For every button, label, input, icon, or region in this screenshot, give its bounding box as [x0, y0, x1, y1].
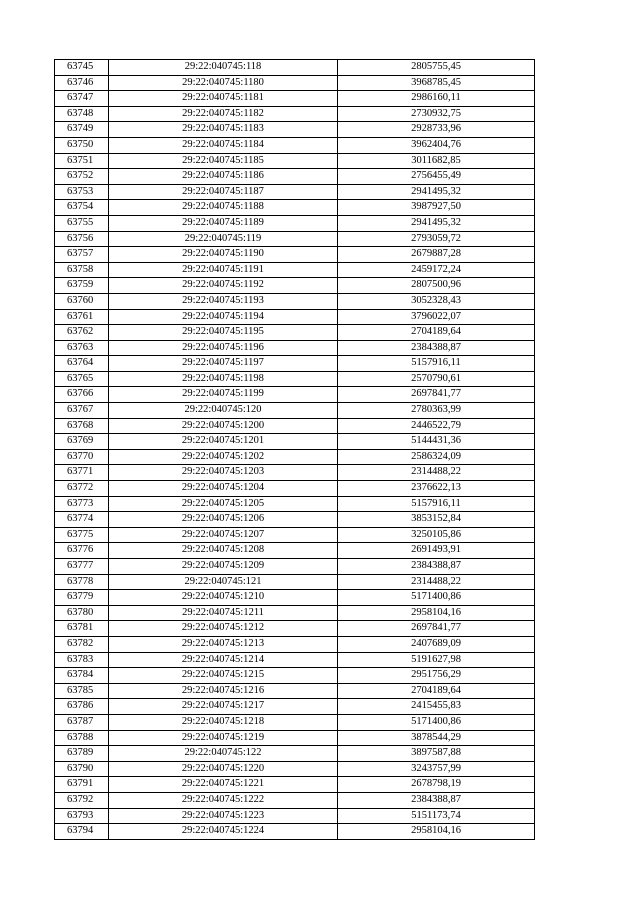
cadastral-number-cell: 29:22:040745:1207	[109, 527, 338, 543]
cadastral-number-cell: 29:22:040745:119	[109, 231, 338, 247]
cadastral-number-cell: 29:22:040745:1221	[109, 777, 338, 793]
row-number-cell: 63749	[55, 122, 109, 138]
table-row	[55, 746, 535, 762]
cadastral-number-cell: 29:22:040745:1211	[109, 605, 338, 621]
cadastral-number-cell: 29:22:040745:1185	[109, 153, 338, 169]
table-row	[55, 293, 535, 309]
cadastral-number-cell: 29:22:040745:1191	[109, 262, 338, 278]
row-number-cell: 63747	[55, 91, 109, 107]
cadastral-number-cell: 29:22:040745:120	[109, 403, 338, 419]
value-cell: 2986160,11	[338, 91, 535, 107]
cadastral-number-cell: 29:22:040745:1183	[109, 122, 338, 138]
cadastral-number-cell: 29:22:040745:1198	[109, 371, 338, 387]
value-cell: 2697841,77	[338, 387, 535, 403]
table-row	[55, 122, 535, 138]
cadastral-number-cell: 29:22:040745:1192	[109, 278, 338, 294]
table-body	[55, 60, 535, 840]
cadastral-value-table	[54, 59, 535, 840]
row-number-cell: 63758	[55, 262, 109, 278]
cadastral-number-cell: 29:22:040745:1209	[109, 559, 338, 575]
row-number-cell: 63777	[55, 559, 109, 575]
value-cell: 2807500,96	[338, 278, 535, 294]
value-cell: 2941495,32	[338, 184, 535, 200]
row-number-cell: 63789	[55, 746, 109, 762]
table-row	[55, 559, 535, 575]
table-row	[55, 605, 535, 621]
value-cell: 2730932,75	[338, 106, 535, 122]
row-number-cell: 63780	[55, 605, 109, 621]
value-cell: 2941495,32	[338, 215, 535, 231]
value-cell: 3962404,76	[338, 137, 535, 153]
value-cell: 5191627,98	[338, 652, 535, 668]
row-number-cell: 63771	[55, 465, 109, 481]
cadastral-number-cell: 29:22:040745:1208	[109, 543, 338, 559]
cadastral-number-cell: 29:22:040745:1217	[109, 699, 338, 715]
value-cell: 2678798,19	[338, 777, 535, 793]
cadastral-number-cell: 29:22:040745:1194	[109, 309, 338, 325]
row-number-cell: 63772	[55, 481, 109, 497]
value-cell: 2805755,45	[338, 60, 535, 76]
value-cell: 3011682,85	[338, 153, 535, 169]
table-row	[55, 761, 535, 777]
value-cell: 3052328,43	[338, 293, 535, 309]
row-number-cell: 63750	[55, 137, 109, 153]
value-cell: 2704189,64	[338, 325, 535, 341]
value-cell: 2415455,83	[338, 699, 535, 715]
table-row	[55, 543, 535, 559]
value-cell: 5171400,86	[338, 714, 535, 730]
table-row	[55, 387, 535, 403]
row-number-cell: 63766	[55, 387, 109, 403]
cadastral-number-cell: 29:22:040745:1189	[109, 215, 338, 231]
value-cell: 2570790,61	[338, 371, 535, 387]
row-number-cell: 63757	[55, 247, 109, 263]
value-cell: 2384388,87	[338, 340, 535, 356]
value-cell: 2951756,29	[338, 668, 535, 684]
value-cell: 2384388,87	[338, 792, 535, 808]
table-row	[55, 465, 535, 481]
table-row	[55, 356, 535, 372]
table-row	[55, 699, 535, 715]
row-number-cell: 63792	[55, 792, 109, 808]
value-cell: 3853152,84	[338, 512, 535, 528]
table-row	[55, 621, 535, 637]
table-row	[55, 777, 535, 793]
row-number-cell: 63753	[55, 184, 109, 200]
cadastral-number-cell: 29:22:040745:1223	[109, 808, 338, 824]
table-row	[55, 184, 535, 200]
row-number-cell: 63774	[55, 512, 109, 528]
table-row	[55, 512, 535, 528]
value-cell: 2756455,49	[338, 169, 535, 185]
table-row	[55, 824, 535, 840]
cadastral-number-cell: 29:22:040745:1193	[109, 293, 338, 309]
table-row	[55, 215, 535, 231]
row-number-cell: 63762	[55, 325, 109, 341]
value-cell: 2958104,16	[338, 605, 535, 621]
cadastral-number-cell: 29:22:040745:1203	[109, 465, 338, 481]
table-row	[55, 714, 535, 730]
row-number-cell: 63763	[55, 340, 109, 356]
value-cell: 2691493,91	[338, 543, 535, 559]
row-number-cell: 63791	[55, 777, 109, 793]
table-row	[55, 137, 535, 153]
value-cell: 2704189,64	[338, 683, 535, 699]
value-cell: 2679887,28	[338, 247, 535, 263]
table-row	[55, 590, 535, 606]
cadastral-number-cell: 29:22:040745:1200	[109, 418, 338, 434]
value-cell: 5171400,86	[338, 590, 535, 606]
value-cell: 2314488,22	[338, 574, 535, 590]
table-row	[55, 636, 535, 652]
value-cell: 2958104,16	[338, 824, 535, 840]
table-row	[55, 340, 535, 356]
table-row	[55, 496, 535, 512]
value-cell: 5144431,36	[338, 434, 535, 450]
value-cell: 2384388,87	[338, 559, 535, 575]
cadastral-number-cell: 29:22:040745:1201	[109, 434, 338, 450]
cadastral-number-cell: 29:22:040745:1214	[109, 652, 338, 668]
table-row	[55, 418, 535, 434]
cadastral-number-cell: 29:22:040745:1215	[109, 668, 338, 684]
row-number-cell: 63773	[55, 496, 109, 512]
table-row	[55, 91, 535, 107]
cadastral-number-cell: 29:22:040745:1204	[109, 481, 338, 497]
value-cell: 2446522,79	[338, 418, 535, 434]
row-number-cell: 63779	[55, 590, 109, 606]
value-cell: 2376622,13	[338, 481, 535, 497]
table-row	[55, 449, 535, 465]
cadastral-number-cell: 29:22:040745:1187	[109, 184, 338, 200]
row-number-cell: 63760	[55, 293, 109, 309]
table-row	[55, 527, 535, 543]
value-cell: 2793059,72	[338, 231, 535, 247]
row-number-cell: 63752	[55, 169, 109, 185]
table-row	[55, 309, 535, 325]
row-number-cell: 63793	[55, 808, 109, 824]
value-cell: 2928733,96	[338, 122, 535, 138]
table-row	[55, 434, 535, 450]
cadastral-number-cell: 29:22:040745:1181	[109, 91, 338, 107]
table-row	[55, 200, 535, 216]
table-row	[55, 247, 535, 263]
cadastral-number-cell: 29:22:040745:1196	[109, 340, 338, 356]
table-row	[55, 278, 535, 294]
cadastral-number-cell: 29:22:040745:1218	[109, 714, 338, 730]
value-cell: 3243757,99	[338, 761, 535, 777]
row-number-cell: 63761	[55, 309, 109, 325]
row-number-cell: 63769	[55, 434, 109, 450]
table-row	[55, 403, 535, 419]
row-number-cell: 63782	[55, 636, 109, 652]
table-row	[55, 371, 535, 387]
row-number-cell: 63767	[55, 403, 109, 419]
row-number-cell: 63765	[55, 371, 109, 387]
cadastral-number-cell: 29:22:040745:1205	[109, 496, 338, 512]
cadastral-number-cell: 29:22:040745:1212	[109, 621, 338, 637]
cadastral-number-cell: 29:22:040745:1184	[109, 137, 338, 153]
value-cell: 5157916,11	[338, 356, 535, 372]
row-number-cell: 63755	[55, 215, 109, 231]
value-cell: 3796022,07	[338, 309, 535, 325]
value-cell: 2314488,22	[338, 465, 535, 481]
table-row	[55, 169, 535, 185]
cadastral-number-cell: 29:22:040745:1195	[109, 325, 338, 341]
cadastral-number-cell: 29:22:040745:1188	[109, 200, 338, 216]
row-number-cell: 63778	[55, 574, 109, 590]
cadastral-number-cell: 29:22:040745:1219	[109, 730, 338, 746]
value-cell: 3878544,29	[338, 730, 535, 746]
row-number-cell: 63784	[55, 668, 109, 684]
cadastral-number-cell: 29:22:040745:1182	[109, 106, 338, 122]
cadastral-number-cell: 29:22:040745:118	[109, 60, 338, 76]
row-number-cell: 63776	[55, 543, 109, 559]
table-row	[55, 153, 535, 169]
table-row	[55, 231, 535, 247]
table-row	[55, 75, 535, 91]
value-cell: 2407689,09	[338, 636, 535, 652]
cadastral-number-cell: 29:22:040745:1206	[109, 512, 338, 528]
value-cell: 2459172,24	[338, 262, 535, 278]
cadastral-number-cell: 29:22:040745:1210	[109, 590, 338, 606]
table-row	[55, 683, 535, 699]
row-number-cell: 63768	[55, 418, 109, 434]
row-number-cell: 63756	[55, 231, 109, 247]
row-number-cell: 63764	[55, 356, 109, 372]
value-cell: 3250105,86	[338, 527, 535, 543]
table-row	[55, 730, 535, 746]
table-row	[55, 652, 535, 668]
table-row	[55, 262, 535, 278]
cadastral-number-cell: 29:22:040745:121	[109, 574, 338, 590]
row-number-cell: 63781	[55, 621, 109, 637]
value-cell: 2697841,77	[338, 621, 535, 637]
cadastral-number-cell: 29:22:040745:1180	[109, 75, 338, 91]
cadastral-number-cell: 29:22:040745:1202	[109, 449, 338, 465]
row-number-cell: 63790	[55, 761, 109, 777]
cadastral-number-cell: 29:22:040745:1213	[109, 636, 338, 652]
row-number-cell: 63785	[55, 683, 109, 699]
row-number-cell: 63786	[55, 699, 109, 715]
table-row	[55, 60, 535, 76]
row-number-cell: 63748	[55, 106, 109, 122]
value-cell: 2586324,09	[338, 449, 535, 465]
row-number-cell: 63783	[55, 652, 109, 668]
table-row	[55, 106, 535, 122]
table-row	[55, 808, 535, 824]
value-cell: 2780363,99	[338, 403, 535, 419]
cadastral-number-cell: 29:22:040745:122	[109, 746, 338, 762]
cadastral-number-cell: 29:22:040745:1197	[109, 356, 338, 372]
row-number-cell: 63746	[55, 75, 109, 91]
cadastral-number-cell: 29:22:040745:1216	[109, 683, 338, 699]
row-number-cell: 63759	[55, 278, 109, 294]
cadastral-number-cell: 29:22:040745:1220	[109, 761, 338, 777]
row-number-cell: 63787	[55, 714, 109, 730]
table-row	[55, 325, 535, 341]
cadastral-number-cell: 29:22:040745:1224	[109, 824, 338, 840]
table-row	[55, 668, 535, 684]
value-cell: 5157916,11	[338, 496, 535, 512]
row-number-cell: 63794	[55, 824, 109, 840]
row-number-cell: 63745	[55, 60, 109, 76]
row-number-cell: 63770	[55, 449, 109, 465]
row-number-cell: 63788	[55, 730, 109, 746]
value-cell: 5151173,74	[338, 808, 535, 824]
value-cell: 3968785,45	[338, 75, 535, 91]
row-number-cell: 63775	[55, 527, 109, 543]
table-row	[55, 574, 535, 590]
table-row	[55, 792, 535, 808]
value-cell: 3897587,88	[338, 746, 535, 762]
cadastral-number-cell: 29:22:040745:1199	[109, 387, 338, 403]
value-cell: 3987927,50	[338, 200, 535, 216]
cadastral-number-cell: 29:22:040745:1186	[109, 169, 338, 185]
row-number-cell: 63751	[55, 153, 109, 169]
cadastral-number-cell: 29:22:040745:1222	[109, 792, 338, 808]
cadastral-number-cell: 29:22:040745:1190	[109, 247, 338, 263]
row-number-cell: 63754	[55, 200, 109, 216]
table-row	[55, 481, 535, 497]
